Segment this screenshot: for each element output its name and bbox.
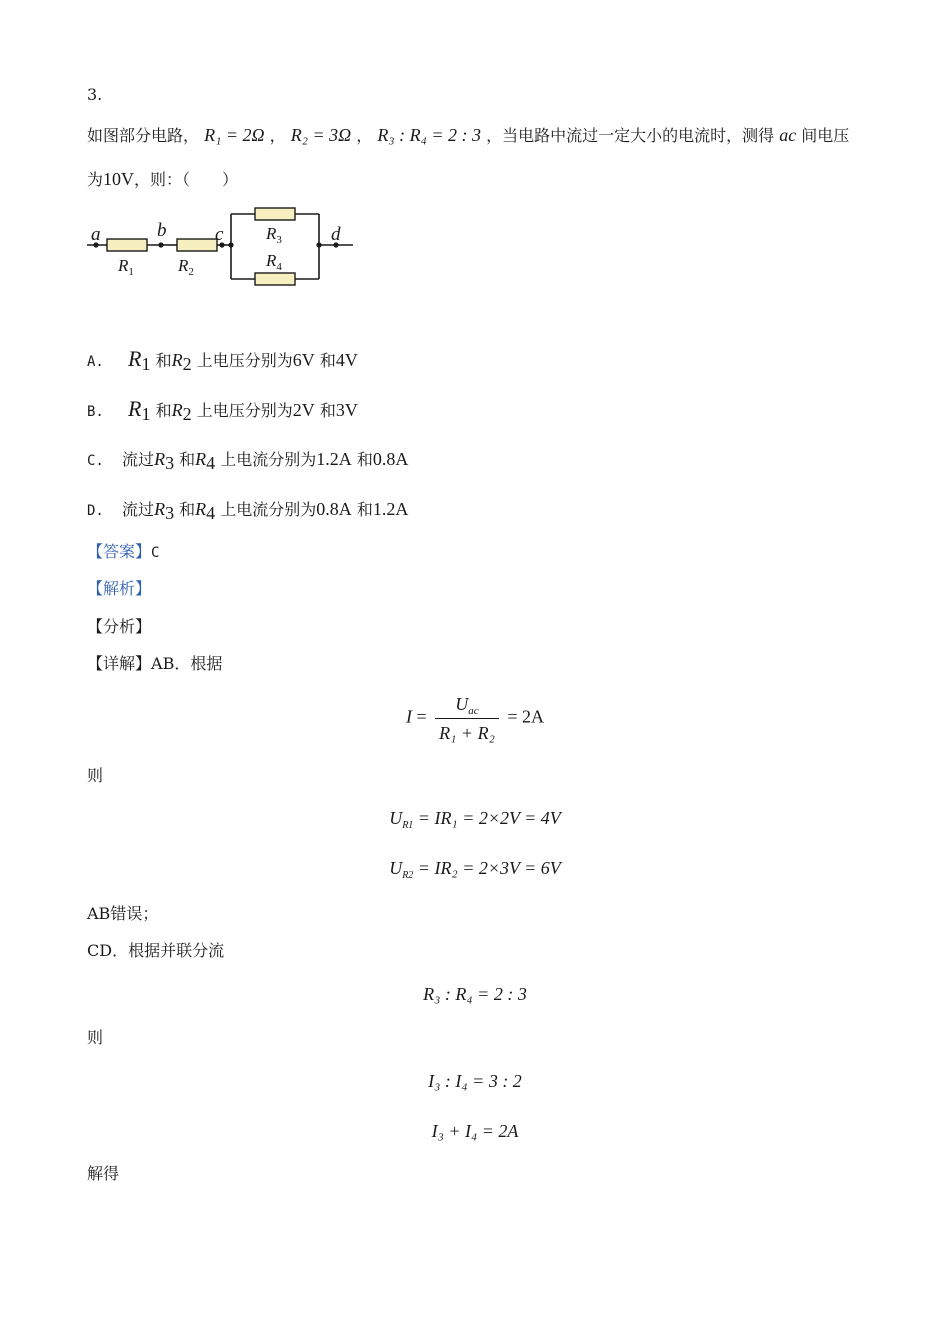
stem-ac: ac bbox=[779, 125, 797, 145]
analysis-label: 【解析】 bbox=[87, 579, 152, 598]
option-c-sub-second: 4 bbox=[206, 453, 216, 473]
option-b-text: 上电压分别为 bbox=[196, 401, 293, 420]
r1-label: $R_1$ bbox=[118, 256, 134, 278]
option-d-text: 上电流分别为 bbox=[220, 500, 317, 519]
option-d-sub-second: 4 bbox=[206, 503, 216, 523]
resistor-r4-body bbox=[255, 273, 295, 285]
resistor-r1 bbox=[107, 239, 147, 251]
node-b-label: b bbox=[157, 220, 167, 241]
eq1-fraction bbox=[435, 692, 499, 745]
question-number: 3. bbox=[87, 85, 103, 104]
option-a-sub-second: 2 bbox=[182, 354, 192, 374]
stem-voltage: 10V bbox=[103, 169, 135, 189]
option-d-sub-first: 3 bbox=[165, 503, 175, 523]
option-b-and: 和 bbox=[319, 401, 336, 420]
stem-comma-1: ， bbox=[269, 126, 286, 145]
option-a-and: 和 bbox=[319, 351, 336, 370]
detail-label: 【详解】 bbox=[87, 654, 152, 673]
option-d-v2: 1.2A bbox=[372, 499, 409, 519]
eq1-denominator: R₁ + R₂ bbox=[439, 723, 495, 743]
answer-label: 【答案】 bbox=[87, 542, 152, 561]
r4-label: $R_4$ bbox=[266, 251, 282, 273]
option-c[interactable] bbox=[87, 448, 408, 472]
question-stem-line1 bbox=[87, 124, 849, 147]
equation-ur2: $U_{R2} = IR_2 = 2\times 3V = 6V$ bbox=[389, 858, 561, 881]
stem-prefix: 如图部分电路， bbox=[87, 126, 200, 145]
answer-value: C bbox=[151, 545, 160, 561]
option-c-pre: 流过 bbox=[122, 450, 155, 469]
option-a-r-second: R bbox=[171, 350, 183, 370]
option-c-r-first: R bbox=[154, 449, 166, 469]
option-c-letter: C. bbox=[87, 453, 104, 469]
fenxi-label: 【分析】 bbox=[87, 617, 152, 636]
equation-ur1: $U_{R1} = IR_1 = 2\times 2V = 4V$ bbox=[389, 808, 561, 831]
option-a-r-first: R bbox=[128, 346, 142, 371]
stem-line2-suffix: ，则：（ ） bbox=[134, 170, 239, 189]
ze-2: 则 bbox=[87, 1028, 104, 1047]
option-a[interactable] bbox=[87, 348, 358, 373]
option-b[interactable] bbox=[87, 398, 358, 423]
equation-current: I = $\frac{U_{ac}}{\text{R₁ + R₂}}$ = 2A bbox=[406, 694, 544, 743]
ze-1: 则 bbox=[87, 766, 104, 785]
equation-r-ratio: R₃ : R₄ = 2 : 3 bbox=[423, 984, 527, 1004]
eq1-numerator bbox=[435, 692, 499, 719]
stem-r2: R₂ = 3Ω bbox=[290, 125, 352, 145]
node-d-label: d bbox=[331, 224, 341, 245]
option-d-v1: 0.8A bbox=[316, 499, 352, 519]
node-b-dot bbox=[158, 242, 163, 247]
jiede: 解得 bbox=[87, 1164, 120, 1183]
node-d-dot bbox=[316, 242, 321, 247]
stem-suffix: 间电压 bbox=[801, 126, 850, 145]
option-a-v2: 4V bbox=[335, 350, 358, 370]
option-b-sub-first: 1 bbox=[141, 404, 151, 424]
option-b-r-second: R bbox=[171, 400, 183, 420]
option-a-sub-first: 1 bbox=[141, 354, 151, 374]
option-d-r-first: R bbox=[154, 499, 166, 519]
option-b-r-first: R bbox=[128, 396, 142, 421]
detail-text: AB．根据 bbox=[151, 654, 223, 673]
stem-line2-prefix: 为 bbox=[87, 170, 104, 189]
option-b-mid: 和 bbox=[155, 401, 172, 420]
option-c-v1: 1.2A bbox=[316, 449, 352, 469]
option-c-and: 和 bbox=[356, 450, 373, 469]
node-c-dot bbox=[228, 242, 233, 247]
option-a-letter: A. bbox=[87, 354, 104, 370]
r3-label: $R_3$ bbox=[266, 224, 282, 246]
stem-r1: R₁ = 2Ω bbox=[204, 125, 265, 145]
node-c-label: c bbox=[215, 224, 224, 245]
option-d-mid: 和 bbox=[179, 500, 196, 519]
circuit-diagram bbox=[85, 200, 365, 295]
option-c-text: 上电流分别为 bbox=[220, 450, 317, 469]
equation-i-sum: I₃ + I₄ = 2A bbox=[431, 1121, 519, 1141]
option-c-sub-first: 3 bbox=[165, 453, 175, 473]
stem-comma-2: ， bbox=[356, 126, 373, 145]
stem-ratio: R₃ : R₄ = 2 : 3 bbox=[377, 125, 481, 145]
stem-mid: ，当电路中流过一定大小的电流时，测得 bbox=[486, 126, 775, 145]
resistor-r2 bbox=[177, 239, 217, 251]
eq1-rhs: = 2A bbox=[507, 706, 544, 727]
answer-line bbox=[87, 541, 159, 564]
option-b-sub-second: 2 bbox=[182, 404, 192, 424]
eq1-num-sub: ac bbox=[468, 705, 479, 717]
r2-label: $R_2$ bbox=[178, 256, 194, 278]
option-c-r-second: R bbox=[195, 449, 207, 469]
option-a-mid: 和 bbox=[155, 351, 172, 370]
ab-wrong: AB错误； bbox=[87, 904, 159, 923]
option-d-pre: 流过 bbox=[122, 500, 155, 519]
resistor-r3 bbox=[255, 208, 295, 220]
eq1-lhs: I bbox=[406, 706, 413, 727]
option-c-mid: 和 bbox=[179, 450, 196, 469]
equation-i-ratio: I₃ : I₄ = 3 : 2 bbox=[428, 1071, 522, 1091]
question-stem-line2 bbox=[87, 168, 238, 191]
detail-line bbox=[87, 653, 222, 675]
option-a-text: 上电压分别为 bbox=[196, 351, 293, 370]
option-d-letter: D. bbox=[87, 503, 104, 519]
cd-text: CD．根据并联分流 bbox=[87, 941, 225, 960]
option-c-v2: 0.8A bbox=[372, 449, 409, 469]
option-d-and: 和 bbox=[356, 500, 373, 519]
option-d[interactable] bbox=[87, 498, 408, 522]
eq1-num-u: U bbox=[455, 694, 469, 714]
option-b-v1: 2V bbox=[292, 400, 315, 420]
option-b-v2: 3V bbox=[335, 400, 358, 420]
node-a-label: a bbox=[91, 224, 101, 245]
option-a-v1: 6V bbox=[292, 350, 315, 370]
option-b-letter: B. bbox=[87, 404, 104, 420]
option-d-r-second: R bbox=[195, 499, 207, 519]
